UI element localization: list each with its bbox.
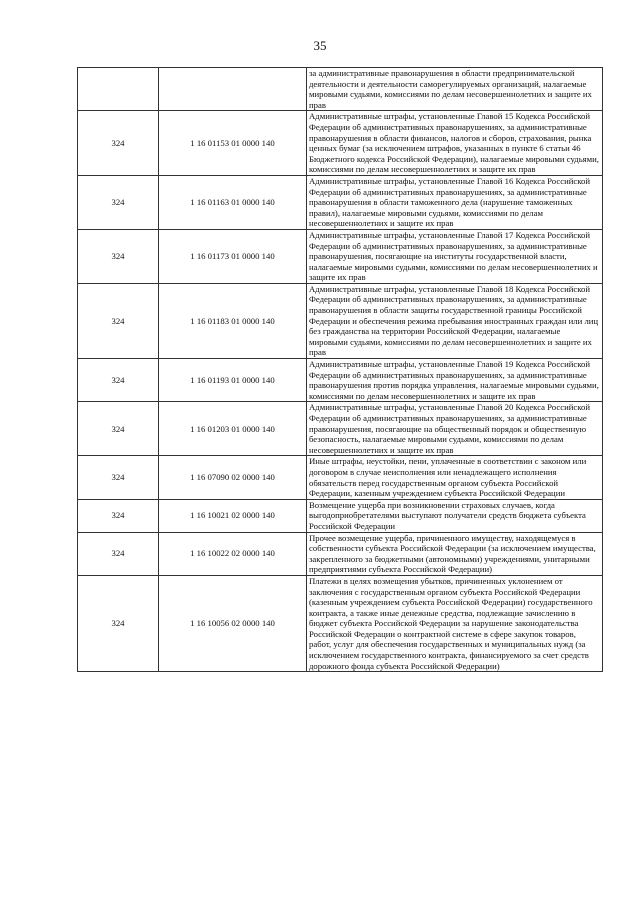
revenue-code-cell: 1 16 01193 01 0000 140 [159,359,307,402]
revenue-code-cell: 1 16 01153 01 0000 140 [159,111,307,176]
admin-code-cell: 324 [78,359,159,402]
revenue-code-cell: 1 16 01173 01 0000 140 [159,229,307,283]
table-row [78,456,603,499]
admin-code-cell: 324 [78,111,159,176]
admin-code-cell: 324 [78,175,159,229]
description-cell: Иные штрафы, неустойки, пени, уплаченные в соответствии с законом или договором в случае неисполнения или ненадлежащего исполнения обязательств перед государственным органом субъекта Российской Федерации, казенным учреждением субъекта Российской Федерации [307,456,603,499]
revenue-code-cell: 1 16 01203 01 0000 140 [159,402,307,456]
admin-code-cell: 324 [78,402,159,456]
table-row [78,111,603,176]
admin-code-cell: 324 [78,229,159,283]
description-cell: Прочее возмещение ущерба, причиненного имуществу, находящемуся в собственности субъекта Российской Федерации (за исключением имущества, закрепленного за бюджетными (автономными) учреждениями, унитарными предприятиями субъекта Российской Федерации) [307,532,603,575]
revenue-code-cell: 1 16 10021 02 0000 140 [159,499,307,532]
description-cell: Административные штрафы, установленные Главой 19 Кодекса Российской Федерации об административных правонарушениях, за административные правонарушения против порядка управления, налагаемые мировыми судьями, комиссиями по делам несовершеннолетних и защите их прав [307,359,603,402]
description-cell: Платежи в целях возмещения убытков, причиненных уклонением от заключения с государственным органом субъекта Российской Федерации (казенным учреждением субъекта Российской Федерации) государственного контракта, а также иные денежные средства, подлежащие зачислению в бюджет субъекта Российской Федерации за нарушение законодательства Российской Федерации о контрактной системе в сфере закупок товаров, работ, услуг для обеспечения государственных и муниципальных нужд (за исключением государственного контракта, финансируемого за счет средств дорожного фонда субъекта Российской Федерации) [307,575,603,671]
revenue-code-cell: 1 16 10056 02 0000 140 [159,575,307,671]
description-cell: Административные штрафы, установленные Главой 17 Кодекса Российской Федерации об административных правонарушениях, за административные правонарушения, посягающие на институты государственной власти, налагаемые мировыми судьями, комиссиями по делам несовершеннолетних и защите их прав [307,229,603,283]
description-cell: Административные штрафы, установленные Главой 18 Кодекса Российской Федерации об административных правонарушениях, за административные правонарушения в области защиты государственной границы Российской Федерации и обеспечения режима пребывания иностранных граждан или лиц без гражданства на территории Российской Федерации, налагаемые мировыми судьями, комиссиями по делам несовершеннолетних и защите их прав [307,283,603,358]
description-cell: Административные штрафы, установленные Главой 20 Кодекса Российской Федерации об административных правонарушениях, за административные правонарушения, посягающие на общественный порядок и общественную безопасность, налагаемые мировыми судьями, комиссиями по делам несовершеннолетних и защите их прав [307,402,603,456]
table-row [78,68,603,111]
table-row [78,175,603,229]
admin-code-cell [78,68,159,111]
description-cell: за административные правонарушения в области предпринимательской деятельности и деятельности саморегулируемых организаций, налагаемые мировыми судьями, комиссиями по делам несовершеннолетних и защите их прав [307,68,603,111]
table-row [78,575,603,671]
table-row [78,283,603,358]
table-row [78,402,603,456]
revenue-code-cell: 1 16 10022 02 0000 140 [159,532,307,575]
admin-code-cell: 324 [78,456,159,499]
description-cell: Административные штрафы, установленные Главой 16 Кодекса Российской Федерации об административных правонарушениях, за административные правонарушения в области таможенного дела (нарушение таможенных правил), налагаемые мировыми судьями, комиссиями по делам несовершеннолетних и защите их прав [307,175,603,229]
description-cell: Возмещение ущерба при возникновении страховых случаев, когда выгодоприобретателями выступают получатели средств бюджета субъекта Российской Федерации [307,499,603,532]
admin-code-cell: 324 [78,283,159,358]
admin-code-cell: 324 [78,499,159,532]
page-number: 35 [313,38,327,53]
revenue-code-cell: 1 16 01183 01 0000 140 [159,283,307,358]
table-row [78,499,603,532]
admin-code-cell: 324 [78,575,159,671]
revenue-code-cell: 1 16 01163 01 0000 140 [159,175,307,229]
budget-classification-table [77,67,603,672]
revenue-code-cell: 1 16 07090 02 0000 140 [159,456,307,499]
admin-code-cell: 324 [78,532,159,575]
description-cell: Административные штрафы, установленные Главой 15 Кодекса Российской Федерации об административных правонарушениях, за административные правонарушения в области финансов, налогов и сборов, страхования, рынка ценных бумаг (за исключением штрафов, указанных в пункте 6 статьи 46 Бюджетного кодекса Российской Федерации), налагаемые мировыми судьями, комиссиями по делам несовершеннолетних и защите их прав [307,111,603,176]
table-row [78,532,603,575]
table-row [78,359,603,402]
table-row [78,229,603,283]
revenue-code-cell [159,68,307,111]
